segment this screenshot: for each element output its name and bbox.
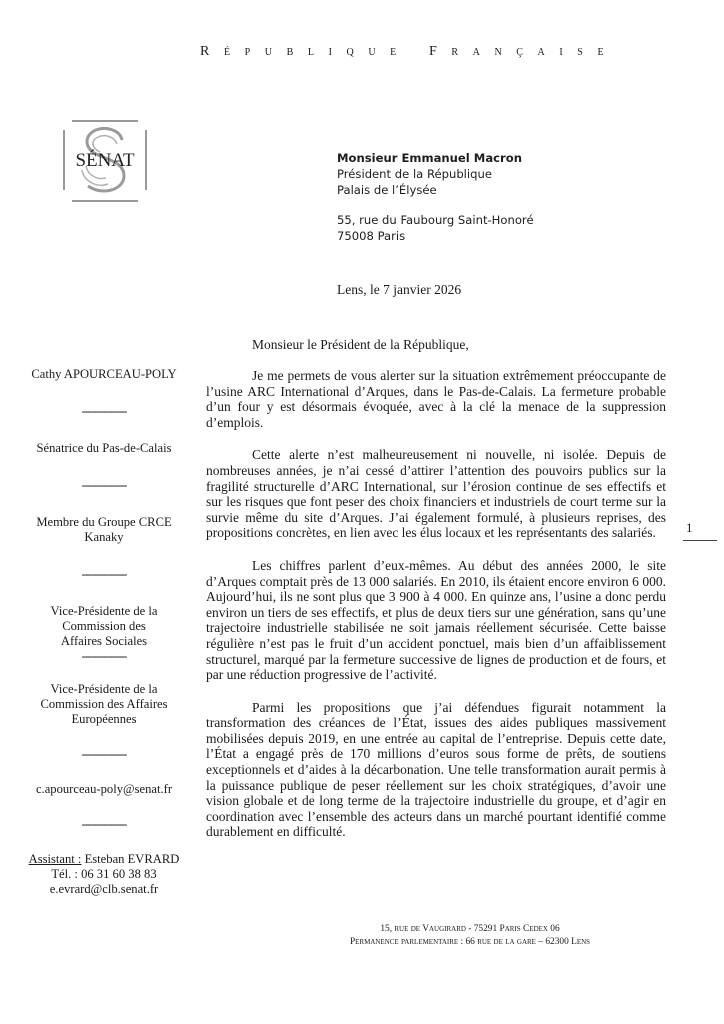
sender-role: Sénatrice du Pas-de-Calais [36,441,172,455]
sender-group [14,515,194,545]
sender-email[interactable]: c.apourceau-poly@senat.fr [35,782,173,796]
sender-name: Cathy APOURCEAU-POLY [31,367,177,381]
paragraph: Cette alerte n’est malheureusement ni nouvelle, ni isolée. Depuis de nombreuses années, je n’ai cessé d’attirer l’attention des pouvoirs publics sur la fragilité structurelle d’ARC International, sur l’érosion continue de ses effectifs et sur les risques que font peser des choix financiers et industriels de court terme sur la survie même du site d’Arques. J’ai également formulé, à plusieurs reprises, des propositions concrètes, en lien avec les élus locaux et les représentants des salariés. [206,447,666,541]
sender-vp-europe [14,682,194,727]
recipient-title: Président de la République [337,167,492,181]
recipient-place: Palais de l’Élysée [337,183,437,197]
salutation: Monsieur le Président de la République, [252,337,469,352]
senat-logo-icon [62,118,148,204]
recipient-name: Monsieur Emmanuel Macron [337,151,522,165]
logo-text: SÉNAT [75,150,135,171]
vp-line: Vice-Présidente de la [50,604,158,618]
footer-address: 15, rue de Vaugirard - 75291 Paris Cedex 06 [380,924,560,934]
assistant-label: Assistant : [28,852,82,866]
separator: -------------- [81,404,127,418]
letter-footer [270,923,670,949]
letter-date: Lens, le 7 janvier 2026 [337,282,462,297]
sender-vp-social [14,604,194,649]
paragraph: Parmi les propositions que j’ai défendues figurait notamment la transformation des créances de l’État, issues des aides publiques massivement mobilisées depuis 2019, en une entrée au capital de l’entreprise. Depuis cette date, l’État a engagé près de 170 millions d’euros sous forme de prêts, de soutiens exceptionnels et d’aides à la décarbonation. Une telle transformation aurait permis à la puissance publique de peser réellement sur les choix stratégiques, d’avoir une vision globale et de long terme de la trajectoire industrielle du groupe, et d’agir en coordination avec l’ensemble des acteurs dans un marché pourtant identifié comme durablement en difficulté. [206,699,666,840]
separator: -------------- [81,478,127,492]
footer-office: Permanence parlementaire : 66 rue de la gare – 62300 Lens [349,937,591,947]
senat-logo [62,118,148,204]
letterhead-title: République Française [200,44,619,59]
separator: -------------- [81,649,127,663]
assistant-name: Esteban EVRARD [81,852,180,866]
group-line: Membre du Groupe CRCE [36,515,172,529]
vp-line: Vice-Présidente de la [50,682,158,696]
group-line: Kanaky [84,530,124,544]
recipient-city: 75008 Paris [337,229,406,243]
recipient-address [337,150,534,244]
paragraph: Je me permets de vous alerter sur la situation extrêmement préoccupante de l’usine ARC International d’Arques, dans le Pas-de-Calais. La fermeture probable d’un four y est désormais évoquée, avec à la clé la menace de la suppression d’emplois. [206,368,666,430]
sender-sidebar [14,367,194,897]
assistant-phone: Tél. : 06 31 60 38 83 [51,867,157,881]
recipient-street: 55, rue du Faubourg Saint-Honoré [337,213,534,227]
vp-line: Européennes [71,712,137,726]
vp-line: Commission des Affaires [40,697,168,711]
vp-line: Affaires Sociales [60,634,148,648]
assistant-line [14,852,194,867]
page-number: 1 [686,520,693,535]
letter-body [206,368,666,857]
page-number-rule [683,540,717,541]
assistant-email[interactable]: e.evrard@clb.senat.fr [49,882,159,896]
vp-line: Commission des [62,619,146,633]
separator: -------------- [81,817,127,831]
separator: -------------- [81,747,127,761]
paragraph: Les chiffres parlent d’eux-mêmes. Au début des années 2000, le site d’Arques comptait près de 13 000 salariés. En 2010, ils étaient encore environ 6 000. Aujourd’hui, ils ne sont plus que 3 900 à 4 000. En quinze ans, l’usine a donc perdu environ un tiers de ses effectifs, et plus de deux tiers sur une génération, sans qu’une trajectoire industrielle stabilisée ne soit jamais réellement sécurisée. Cette baisse régulière n’est pas le fruit d’un accident ponctuel, mais bien d’un affaiblissement structurel, marqué par la fermeture successive de lignes de production et de fours, et par une réduction progressive de l’activité. [206,557,666,683]
separator: -------------- [81,567,127,581]
